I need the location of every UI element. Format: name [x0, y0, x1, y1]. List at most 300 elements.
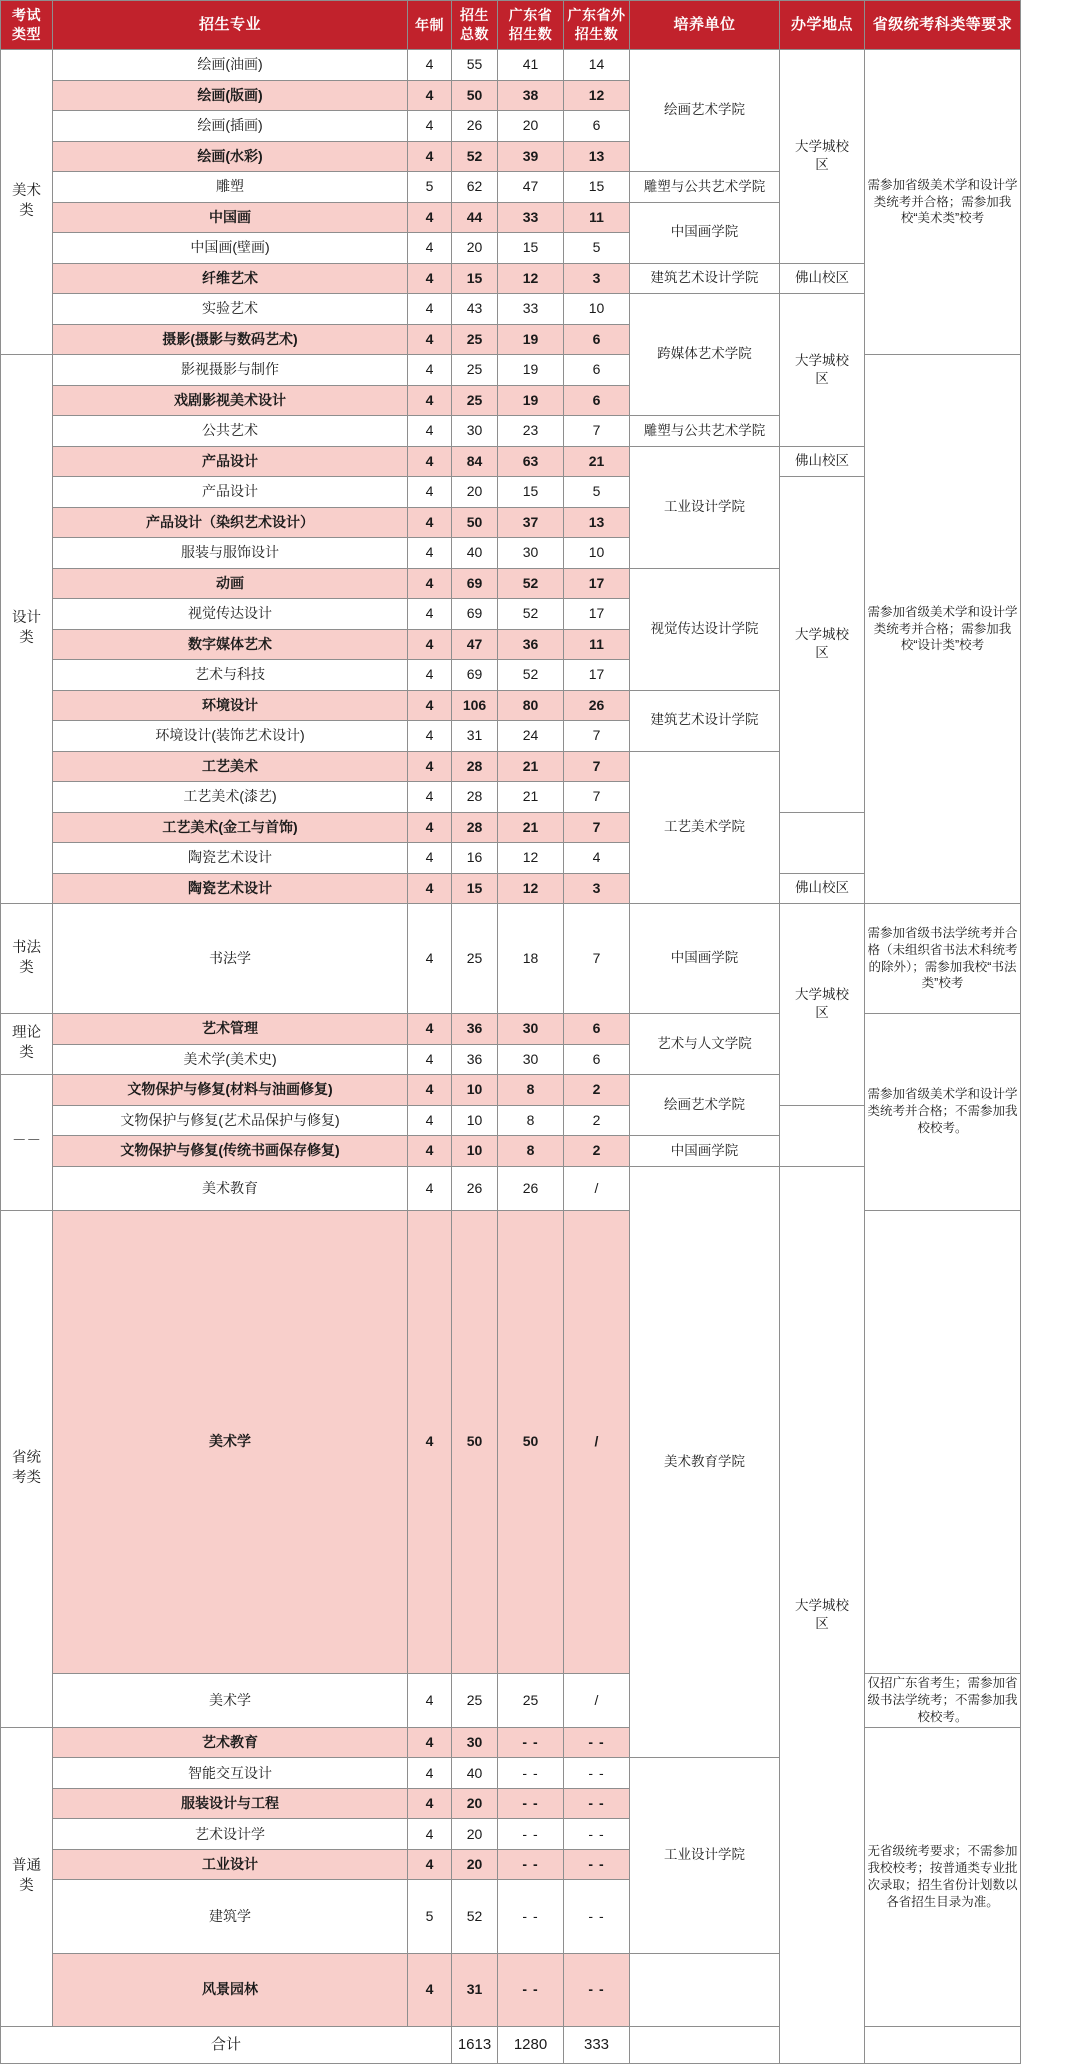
years: 4 [408, 1166, 452, 1210]
years: 4 [408, 111, 452, 142]
total: 40 [452, 1758, 498, 1789]
out-count: / [564, 1673, 630, 1727]
gd-line1: 广东省 [508, 7, 553, 24]
gd-count: 8 [498, 1136, 564, 1167]
place-line2: 区 [815, 1615, 829, 1631]
total: 50 [452, 80, 498, 111]
gd-count: 8 [498, 1105, 564, 1136]
total: 20 [452, 1819, 498, 1850]
out-count: 6 [564, 324, 630, 355]
years: 4 [408, 629, 452, 660]
out-count: 7 [564, 751, 630, 782]
total-line1: 招生 [460, 7, 489, 24]
cat-line2: 类 [19, 1045, 34, 1061]
training-unit: 美术教育学院 [630, 1166, 780, 1758]
gd-count: 47 [498, 172, 564, 203]
training-unit: 工业设计学院 [630, 1758, 780, 1953]
total: 44 [452, 202, 498, 233]
years: 4 [408, 1210, 452, 1673]
total: 50 [452, 1210, 498, 1673]
training-unit: 中国画学院 [630, 904, 780, 1014]
total: 52 [452, 1880, 498, 1953]
campus-location: 佛山校区 [780, 873, 865, 904]
total: 30 [452, 1727, 498, 1758]
out-count: - - [564, 1880, 630, 1953]
gd-count: 50 [498, 1210, 564, 1673]
major-name: 中国画(壁画) [53, 233, 408, 264]
gd-count: 33 [498, 202, 564, 233]
out-count: 15 [564, 172, 630, 203]
exam-type-theory [1, 1014, 53, 1075]
out-count: 2 [564, 1075, 630, 1106]
gd-count: - - [498, 1849, 564, 1880]
gd-count: 52 [498, 599, 564, 630]
gd-count: 25 [498, 1673, 564, 1727]
training-unit: 绘画艺术学院 [630, 50, 780, 172]
major-name: 陶瓷艺术设计 [53, 873, 408, 904]
total: 26 [452, 1166, 498, 1210]
gd-count: - - [498, 1758, 564, 1789]
gd-count: 12 [498, 263, 564, 294]
campus-location: 佛山校区 [780, 446, 865, 477]
training-unit: 视觉传达设计学院 [630, 568, 780, 690]
out-count: 7 [564, 721, 630, 752]
table-row [1, 1210, 1021, 1673]
major-name: 产品设计 [53, 477, 408, 508]
major-name: 美术学 [53, 1673, 408, 1727]
major-name: 服装设计与工程 [53, 1788, 408, 1819]
years: 4 [408, 812, 452, 843]
out-count: 6 [564, 1014, 630, 1045]
out-count: 21 [564, 446, 630, 477]
total: 16 [452, 843, 498, 874]
years: 4 [408, 385, 452, 416]
total: 25 [452, 324, 498, 355]
gd-line2: 招生数 [508, 26, 553, 42]
years: 4 [408, 721, 452, 752]
total: 25 [452, 385, 498, 416]
gd-count: 30 [498, 1044, 564, 1075]
years: 4 [408, 141, 452, 172]
major-name: 美术学 [53, 1210, 408, 1673]
out-count: - - [564, 1953, 630, 2026]
years: 4 [408, 1727, 452, 1758]
out-count: / [564, 1210, 630, 1673]
major-name: 艺术教育 [53, 1727, 408, 1758]
out-count: 13 [564, 141, 630, 172]
requirement-calligraphy: 需参加省级书法学统考并合格（未组织省书法术科统考的除外）；需参加我校“书法类”校考 [865, 904, 1021, 1014]
years: 4 [408, 477, 452, 508]
col-header-guangdong [498, 1, 564, 50]
out-count: 7 [564, 812, 630, 843]
out-count: 6 [564, 111, 630, 142]
gd-count: 21 [498, 812, 564, 843]
gd-count: 37 [498, 507, 564, 538]
col-header-major: 招生专业 [53, 1, 408, 50]
years: 4 [408, 568, 452, 599]
major-name: 视觉传达设计 [53, 599, 408, 630]
training-unit: 绘画艺术学院 [630, 1075, 780, 1136]
cat-line1: 设计 [12, 610, 41, 627]
major-name: 建筑学 [53, 1880, 408, 1953]
out-count: 3 [564, 873, 630, 904]
major-name: 戏剧影视美术设计 [53, 385, 408, 416]
total: 69 [452, 660, 498, 691]
total: 106 [452, 690, 498, 721]
total-row [1, 2027, 1021, 2064]
major-name: 智能交互设计 [53, 1758, 408, 1789]
total: 30 [452, 416, 498, 447]
col-header-years: 年制 [408, 1, 452, 50]
cat-line1: 美术 [12, 183, 41, 200]
gd-count: 12 [498, 843, 564, 874]
total: 15 [452, 263, 498, 294]
gd-count: 21 [498, 751, 564, 782]
campus-location [780, 294, 865, 447]
total: 20 [452, 477, 498, 508]
gd-count: 39 [498, 141, 564, 172]
major-name: 环境设计 [53, 690, 408, 721]
major-name: 绘画(版画) [53, 80, 408, 111]
out-count: 26 [564, 690, 630, 721]
years: 4 [408, 1819, 452, 1850]
place-line2: 区 [815, 157, 829, 173]
gd-count: 41 [498, 50, 564, 81]
total: 15 [452, 873, 498, 904]
years: 4 [408, 1758, 452, 1789]
gd-count: - - [498, 1880, 564, 1953]
campus-location [780, 904, 865, 1106]
total-place-blank [865, 2027, 1021, 2064]
cat-line1: 理论 [12, 1025, 41, 1042]
place-line1: 大学城校 [795, 627, 849, 643]
total: 26 [452, 111, 498, 142]
major-name: 绘画(油画) [53, 50, 408, 81]
major-name: 数字媒体艺术 [53, 629, 408, 660]
table-row [1, 1673, 1021, 1727]
major-name: 环境设计(装饰艺术设计) [53, 721, 408, 752]
total-unit-blank [630, 2027, 780, 2064]
gd-count: 15 [498, 233, 564, 264]
requirement-general: 无省级统考要求；不需参加我校校考；按普通类专业批次录取；招生省份计划数以各省招生目录为准。 [865, 1727, 1021, 2026]
gd-count: 21 [498, 782, 564, 813]
exam-type-design [1, 355, 53, 904]
total: 28 [452, 751, 498, 782]
years: 4 [408, 1849, 452, 1880]
years: 4 [408, 355, 452, 386]
major-name: 艺术与科技 [53, 660, 408, 691]
cat-line2: 类 [19, 959, 34, 976]
gd-count: - - [498, 1727, 564, 1758]
training-unit: 中国画学院 [630, 202, 780, 263]
years: 4 [408, 294, 452, 325]
requirement-design: 需参加省级美术学和设计学类统考并合格；需参加我校“设计类”校考 [865, 355, 1021, 904]
total: 20 [452, 233, 498, 264]
table-body [1, 50, 1021, 2064]
major-name: 工艺美术 [53, 751, 408, 782]
cat-line2: 考类 [12, 1469, 41, 1486]
years: 4 [408, 50, 452, 81]
gd-count: 52 [498, 568, 564, 599]
years: 4 [408, 660, 452, 691]
total-line2: 总数 [460, 26, 489, 42]
years: 4 [408, 538, 452, 569]
table-row [1, 355, 1021, 386]
gd-count: 19 [498, 324, 564, 355]
training-unit: 跨媒体艺术学院 [630, 294, 780, 416]
table-row [1, 1014, 1021, 1045]
major-name: 产品设计 [53, 446, 408, 477]
out-count: 11 [564, 629, 630, 660]
campus-location: 佛山校区 [780, 263, 865, 294]
total: 69 [452, 599, 498, 630]
years: 4 [408, 1788, 452, 1819]
major-name: 工业设计 [53, 1849, 408, 1880]
major-name: 摄影(摄影与数码艺术) [53, 324, 408, 355]
training-unit: 雕塑与公共艺术学院 [630, 172, 780, 203]
total: 31 [452, 1953, 498, 2026]
out-count: 17 [564, 660, 630, 691]
total: 20 [452, 1788, 498, 1819]
gd-count: 38 [498, 80, 564, 111]
table-row [1, 904, 1021, 1014]
total-label: 合计 [1, 2027, 452, 2064]
total: 36 [452, 1044, 498, 1075]
place-line2: 区 [815, 645, 829, 661]
years: 4 [408, 1953, 452, 2026]
major-name: 服装与服饰设计 [53, 538, 408, 569]
total: 25 [452, 1673, 498, 1727]
gd-count: 80 [498, 690, 564, 721]
gd-count: 36 [498, 629, 564, 660]
out-line1: 广东省外 [567, 7, 626, 24]
out-line2: 招生数 [574, 26, 619, 42]
gd-count: 23 [498, 416, 564, 447]
out-count: - - [564, 1788, 630, 1819]
place-line2: 区 [815, 370, 829, 386]
major-name: 工艺美术(漆艺) [53, 782, 408, 813]
gd-count: - - [498, 1953, 564, 2026]
gd-count: 19 [498, 355, 564, 386]
major-name: 文物保护与修复(艺术品保护与修复) [53, 1105, 408, 1136]
years: 4 [408, 904, 452, 1014]
gd-count: - - [498, 1788, 564, 1819]
years: 4 [408, 1044, 452, 1075]
years: 4 [408, 507, 452, 538]
major-name: 艺术设计学 [53, 1819, 408, 1850]
gd-count: 63 [498, 446, 564, 477]
total: 25 [452, 904, 498, 1014]
gd-count: 18 [498, 904, 564, 1014]
years: 4 [408, 843, 452, 874]
major-name: 风景园林 [53, 1953, 408, 2026]
total: 55 [452, 50, 498, 81]
gd-count: 30 [498, 1014, 564, 1045]
total: 31 [452, 721, 498, 752]
table-header [1, 1, 1021, 50]
major-name: 绘画(水彩) [53, 141, 408, 172]
years: 4 [408, 751, 452, 782]
years: 4 [408, 873, 452, 904]
out-count: 17 [564, 568, 630, 599]
gd-count: 12 [498, 873, 564, 904]
training-unit: 工艺美术学院 [630, 751, 780, 904]
major-name: 中国画 [53, 202, 408, 233]
requirement-theory: 需参加省级美术学和设计学类统考并合格；不需参加我校校考。 [865, 1014, 1021, 1211]
header-row [1, 1, 1021, 50]
out-count: 14 [564, 50, 630, 81]
cat-line2: 类 [19, 630, 34, 646]
total-out: 333 [564, 2027, 630, 2064]
major-name: 文物保护与修复(材料与油画修复) [53, 1075, 408, 1106]
place-line1: 大学城校 [795, 1597, 849, 1613]
major-name: 雕塑 [53, 172, 408, 203]
out-count: - - [564, 1727, 630, 1758]
total: 52 [452, 141, 498, 172]
total: 50 [452, 507, 498, 538]
cat-line1: 省统 [12, 1450, 41, 1467]
years: 4 [408, 782, 452, 813]
place-line2: 区 [815, 1005, 829, 1021]
total-gd: 1280 [498, 2027, 564, 2064]
major-name: 美术教育 [53, 1166, 408, 1210]
major-name: 动画 [53, 568, 408, 599]
col-header-place: 办学地点 [780, 1, 865, 50]
place-line1: 大学城校 [795, 352, 849, 368]
total: 36 [452, 1014, 498, 1045]
out-count: / [564, 1166, 630, 1210]
gd-count: 33 [498, 294, 564, 325]
major-name: 影视摄影与制作 [53, 355, 408, 386]
cat-line2: 类 [19, 203, 34, 219]
training-unit: 建筑艺术设计学院 [630, 263, 780, 294]
total: 84 [452, 446, 498, 477]
requirement-art: 需参加省级美术学和设计学类统考并合格；需参加我校“美术类”校考 [865, 50, 1021, 355]
out-count: 6 [564, 385, 630, 416]
major-name: 实验艺术 [53, 294, 408, 325]
total: 62 [452, 172, 498, 203]
campus-location [780, 477, 865, 813]
exam-type-art [1, 50, 53, 355]
out-count: - - [564, 1849, 630, 1880]
col-header-unit: 培养单位 [630, 1, 780, 50]
out-count: 2 [564, 1105, 630, 1136]
out-count: - - [564, 1758, 630, 1789]
training-unit: 建筑艺术设计学院 [630, 690, 780, 751]
major-name: 文物保护与修复(传统书画保存修复) [53, 1136, 408, 1167]
out-count: 6 [564, 355, 630, 386]
out-count: 4 [564, 843, 630, 874]
years: 4 [408, 233, 452, 264]
col-header-exam-type [1, 1, 53, 50]
major-name: 艺术管理 [53, 1014, 408, 1045]
gd-count: 15 [498, 477, 564, 508]
out-count: 2 [564, 1136, 630, 1167]
total: 47 [452, 629, 498, 660]
campus-location [780, 50, 865, 264]
total: 69 [452, 568, 498, 599]
total: 10 [452, 1136, 498, 1167]
exam-type-calligraphy [1, 904, 53, 1014]
major-name: 美术学(美术史) [53, 1044, 408, 1075]
training-unit: 中国画学院 [630, 1136, 780, 1167]
years: 4 [408, 263, 452, 294]
years: 5 [408, 1880, 452, 1953]
requirement-provincial-calligraphy: 仅招广东省考生；需参加省级书法学统考；不需参加我校校考。 [865, 1673, 1021, 1727]
gd-count: 24 [498, 721, 564, 752]
gd-count: 52 [498, 660, 564, 691]
cat-line1: 书法 [12, 939, 41, 956]
out-count: 7 [564, 416, 630, 447]
major-name: 工艺美术(金工与首饰) [53, 812, 408, 843]
exam-type-general [1, 1727, 53, 2026]
exam-type-line2: 类型 [12, 26, 41, 42]
years: 4 [408, 599, 452, 630]
years: 4 [408, 1673, 452, 1727]
gd-count: 8 [498, 1075, 564, 1106]
exam-type-line1: 考试 [12, 7, 41, 24]
major-name: 绘画(插画) [53, 111, 408, 142]
out-count: 17 [564, 599, 630, 630]
training-unit: 雕塑与公共艺术学院 [630, 416, 780, 447]
major-name: 陶瓷艺术设计 [53, 843, 408, 874]
exam-type-provincial [1, 1210, 53, 1727]
total: 40 [452, 538, 498, 569]
total: 28 [452, 782, 498, 813]
major-name: 产品设计（染织艺术设计） [53, 507, 408, 538]
years: 4 [408, 1014, 452, 1045]
training-unit: 工业设计学院 [630, 446, 780, 568]
out-count: 10 [564, 538, 630, 569]
training-unit: 艺术与人文学院 [630, 1014, 780, 1075]
years: 4 [408, 446, 452, 477]
years: 4 [408, 80, 452, 111]
gd-count: 26 [498, 1166, 564, 1210]
years: 5 [408, 172, 452, 203]
total: 20 [452, 1849, 498, 1880]
years: 4 [408, 1105, 452, 1136]
col-header-total [452, 1, 498, 50]
table-row [1, 50, 1021, 81]
out-count: 12 [564, 80, 630, 111]
out-count: 3 [564, 263, 630, 294]
out-count: - - [564, 1819, 630, 1850]
major-name: 纤维艺术 [53, 263, 408, 294]
years: 4 [408, 690, 452, 721]
col-header-requirements: 省级统考科类等要求 [865, 1, 1021, 50]
gd-count: 19 [498, 385, 564, 416]
col-header-outside-guangdong [564, 1, 630, 50]
gd-count: 20 [498, 111, 564, 142]
years: 4 [408, 1136, 452, 1167]
cat-line2: 类 [19, 1877, 34, 1894]
years: 4 [408, 202, 452, 233]
out-count: 7 [564, 904, 630, 1014]
out-count: 5 [564, 233, 630, 264]
major-name: 公共艺术 [53, 416, 408, 447]
out-count: 13 [564, 507, 630, 538]
total: 10 [452, 1075, 498, 1106]
years: 4 [408, 324, 452, 355]
total-sum: 1613 [452, 2027, 498, 2064]
cat-line1: 普通 [12, 1858, 41, 1875]
campus-location [780, 1166, 865, 2064]
out-count: 11 [564, 202, 630, 233]
total: 43 [452, 294, 498, 325]
exam-type-none: －－ [1, 1075, 53, 1211]
out-count: 5 [564, 477, 630, 508]
out-count: 10 [564, 294, 630, 325]
